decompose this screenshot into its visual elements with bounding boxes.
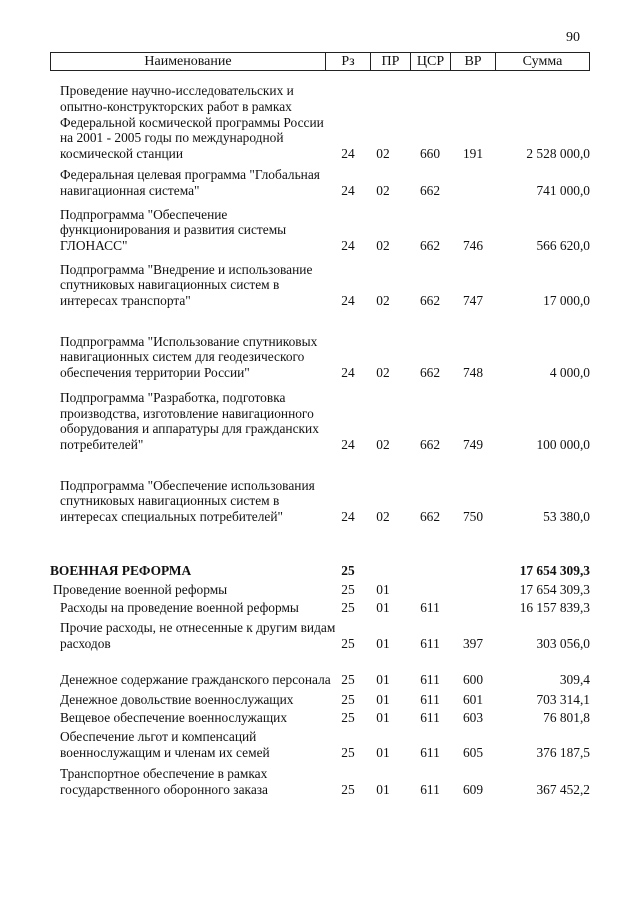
table-row [50,461,590,525]
row-rz: 24 [341,238,355,254]
row-rz: 24 [341,183,355,199]
table-row [50,729,590,761]
row-name: Транспортное обеспечение в рамках государственного оборонного заказа [60,766,269,798]
row-pr: 02 [376,146,390,162]
table-row [50,581,590,598]
row-vr: 603 [462,710,484,726]
row-csr: 660 [419,146,441,162]
header-name: Наименование [50,52,325,71]
row-rz: 25 [341,692,355,708]
table-row [50,389,590,453]
row-sum: 4 000,0 [549,365,590,381]
row-sum: 16 157 839,3 [519,600,590,616]
row-vr: 609 [462,782,484,798]
page-number: 90 [566,30,580,45]
row-name: Расходы на проведение военной реформы [60,600,299,616]
row-csr: 611 [420,636,440,652]
row-rz: 24 [341,146,355,162]
row-sum: 741 000,0 [536,183,590,199]
row-name: Проведение научно-исследовательских и опытно-конструкторских работ в рамках Федеральной космической программы России на 2001 - 2005 годы по международной космической станции [60,83,324,162]
row-name: Прочие расходы, не отнесенные к другим видам расходов [60,620,336,652]
table-row-section [50,562,590,579]
header-vr: ВР [450,52,495,71]
table-row [50,709,590,726]
row-sum: 17 654 309,3 [519,582,590,598]
row-pr: 01 [376,636,390,652]
row-name: Денежное довольствие военнослужащих [60,692,294,708]
row-name: Федеральная целевая программа "Глобальная навигационная система" [60,167,320,199]
row-rz: 25 [341,672,355,688]
row-sum: 2 528 000,0 [526,146,590,162]
row-sum: 703 314,1 [536,692,590,708]
row-vr: 605 [462,745,484,761]
table-row [50,599,590,616]
row-sum: 566 620,0 [536,238,590,254]
row-name: Обеспечение льгот и компенсаций военнослужащим и членам их семей [60,729,270,761]
row-name: Вещевое обеспечение военнослужащих [60,710,288,726]
row-sum: 303 056,0 [536,636,590,652]
row-csr: 611 [420,782,440,798]
row-sum: 367 452,2 [536,782,590,798]
table-row [50,167,590,199]
table-row [50,82,590,162]
row-pr: 01 [376,692,390,708]
row-csr: 611 [420,745,440,761]
row-rz: 24 [341,365,355,381]
row-vr: 748 [462,365,484,381]
row-pr: 01 [376,582,390,598]
table-row [50,766,590,798]
row-pr: 01 [376,710,390,726]
row-vr: 600 [462,672,484,688]
table-row [50,317,590,381]
row-name: Подпрограмма "Использование спутниковых навигационных систем для геодезического обеспечения территории России" [60,333,318,381]
row-rz: 25 [341,782,355,798]
row-csr: 662 [419,509,441,525]
row-rz: 24 [341,437,355,453]
row-name: Подпрограмма "Обеспечение использования спутниковых навигационных систем в интересах специальных потребителей" [60,477,315,525]
row-pr: 02 [376,238,390,254]
row-vr: 747 [462,293,484,309]
row-rz: 24 [341,509,355,525]
row-vr: 397 [462,636,484,652]
row-sum: 76 801,8 [543,710,590,726]
row-pr: 02 [376,293,390,309]
table-row [50,206,590,254]
header-csr: ЦСР [410,52,450,71]
row-csr: 662 [419,293,441,309]
row-pr: 02 [376,183,390,199]
row-csr: 611 [420,692,440,708]
section-title: ВОЕННАЯ РЕФОРМА [50,563,192,579]
row-pr: 01 [376,672,390,688]
row-vr: 750 [462,509,484,525]
row-sum: 309,4 [559,672,590,688]
row-name: Денежное содержание гражданского персонала [60,672,331,688]
row-vr: 191 [462,146,484,162]
row-vr: 749 [462,437,484,453]
row-name: Подпрограмма "Обеспечение функционирования и развития системы ГЛОНАСС" [60,206,287,254]
row-pr: 02 [376,437,390,453]
row-rz: 25 [341,600,355,616]
row-csr: 662 [419,183,441,199]
row-sum: 53 380,0 [543,509,590,525]
row-rz: 25 [341,563,355,579]
row-rz: 25 [341,582,355,598]
row-pr: 01 [376,745,390,761]
row-name: Проведение военной реформы [53,582,228,598]
row-sum: 100 000,0 [536,437,590,453]
row-csr: 611 [420,600,440,616]
header-sum: Сумма [495,52,590,71]
row-csr: 611 [420,710,440,726]
row-sum: 17 654 309,3 [519,563,590,579]
row-rz: 25 [341,745,355,761]
row-name: Подпрограмма "Разработка, подготовка производства, изготовление навигационного оборудования и аппаратуры для гражданских потребителей" [60,389,319,453]
table-row [50,261,590,309]
row-csr: 662 [419,238,441,254]
table-row [50,620,590,652]
row-csr: 611 [420,672,440,688]
row-pr: 01 [376,782,390,798]
row-name: Подпрограмма "Внедрение и использование спутниковых навигационных систем в интересах транспорта" [60,261,313,309]
row-rz: 24 [341,293,355,309]
row-sum: 376 187,5 [536,745,590,761]
row-pr: 02 [376,509,390,525]
header-rz: Рз [325,52,370,71]
row-sum: 17 000,0 [543,293,590,309]
row-csr: 662 [419,365,441,381]
table-row [50,656,590,688]
row-pr: 01 [376,600,390,616]
header-pr: ПР [370,52,410,71]
row-csr: 662 [419,437,441,453]
row-vr: 746 [462,238,484,254]
row-vr: 601 [462,692,484,708]
table-row [50,691,590,708]
row-pr: 02 [376,365,390,381]
row-rz: 25 [341,636,355,652]
table-header [50,52,590,71]
row-rz: 25 [341,710,355,726]
